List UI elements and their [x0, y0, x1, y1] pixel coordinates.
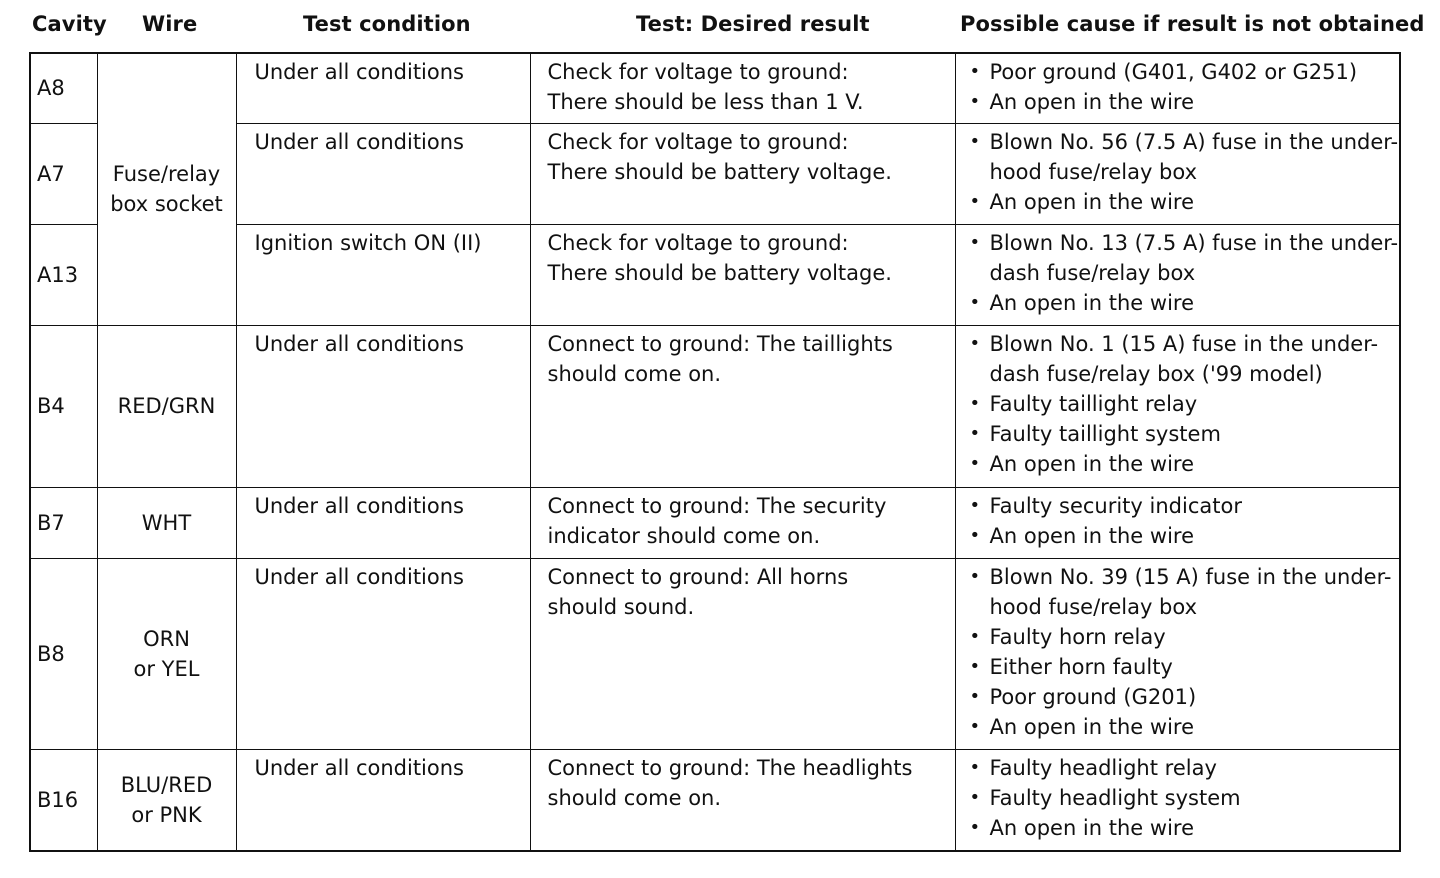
list-item: • An open in the wire	[970, 521, 1400, 551]
condition-cell: Under all conditions	[236, 487, 530, 558]
list-item: • Blown No. 13 (7.5 A) fuse in the under-dash fuse/relay box	[970, 228, 1400, 288]
cavity-cell: B16	[30, 749, 97, 851]
result-cell: Check for voltage to ground: There should be battery voltage.	[530, 224, 955, 325]
condition-cell: Under all conditions	[236, 325, 530, 487]
cause-cell	[955, 749, 1400, 851]
header-test-condition: Test condition	[303, 12, 471, 36]
condition-cell: Ignition switch ON (II)	[236, 224, 530, 325]
list-item: • Faulty security indicator	[970, 491, 1400, 521]
result-cell: Connect to ground: The headlights should come on.	[530, 749, 955, 851]
list-item: • Faulty horn relay	[970, 622, 1400, 652]
cavity-cell: B4	[30, 325, 97, 487]
header-possible-cause: Possible cause if result is not obtained	[960, 12, 1425, 36]
header-wire: Wire	[142, 12, 198, 36]
header-cavity: Cavity	[32, 12, 107, 36]
table-row	[30, 53, 1400, 123]
result-cell: Check for voltage to ground: There should be less than 1 V.	[530, 53, 955, 123]
table-row	[30, 325, 1400, 487]
condition-cell: Under all conditions	[236, 53, 530, 123]
wire-cell: WHT	[97, 487, 236, 558]
wire-line: box socket	[110, 192, 223, 217]
list-item: • Poor ground (G401, G402 or G251)	[970, 57, 1400, 87]
condition-cell: Under all conditions	[236, 749, 530, 851]
table-row	[30, 123, 1400, 224]
wire-cell: BLU/RED or PNK	[97, 749, 236, 851]
list-item: • An open in the wire	[970, 288, 1400, 318]
list-item: • Faulty taillight system	[970, 419, 1400, 449]
cavity-cell: A7	[30, 123, 97, 224]
wire-line: Fuse/relay	[112, 162, 221, 187]
list-item: • An open in the wire	[970, 813, 1400, 843]
result-cell: Connect to ground: The security indicator should come on.	[530, 487, 955, 558]
cause-cell	[955, 224, 1400, 325]
list-item: • Faulty headlight system	[970, 783, 1400, 813]
wire-cell-merged	[97, 53, 236, 325]
result-cell: Check for voltage to ground: There should be battery voltage.	[530, 123, 955, 224]
header-desired-result: Test: Desired result	[636, 12, 870, 36]
wire-cell: RED/GRN	[97, 325, 236, 487]
cause-cell	[955, 487, 1400, 558]
wire-cell: ORN or YEL	[97, 558, 236, 749]
cause-cell	[955, 558, 1400, 749]
table-row	[30, 224, 1400, 325]
result-cell: Connect to ground: All horns should sound.	[530, 558, 955, 749]
list-item: • Blown No. 56 (7.5 A) fuse in the under-hood fuse/relay box	[970, 127, 1400, 187]
cause-cell	[955, 325, 1400, 487]
cavity-cell: B7	[30, 487, 97, 558]
table-row	[30, 749, 1400, 851]
condition-cell: Under all conditions	[236, 123, 530, 224]
diagnostic-table	[29, 52, 1401, 852]
condition-cell: Under all conditions	[236, 558, 530, 749]
list-item: • An open in the wire	[970, 712, 1400, 742]
table-row	[30, 558, 1400, 749]
cavity-cell: B8	[30, 558, 97, 749]
list-item: • An open in the wire	[970, 187, 1400, 217]
list-item: • Blown No. 39 (15 A) fuse in the under-hood fuse/relay box	[970, 562, 1400, 622]
list-item: • Poor ground (G201)	[970, 682, 1400, 712]
cause-cell	[955, 123, 1400, 224]
list-item: • Either horn faulty	[970, 652, 1400, 682]
list-item: • Blown No. 1 (15 A) fuse in the under-dash fuse/relay box ('99 model)	[970, 329, 1400, 389]
cavity-cell: A8	[30, 53, 97, 123]
list-item: • Faulty taillight relay	[970, 389, 1400, 419]
cause-cell	[955, 53, 1400, 123]
list-item: • An open in the wire	[970, 449, 1400, 479]
list-item: • Faulty headlight relay	[970, 753, 1400, 783]
list-item: • An open in the wire	[970, 87, 1400, 117]
cavity-cell: A13	[30, 224, 97, 325]
table-row	[30, 487, 1400, 558]
result-cell: Connect to ground: The taillights should come on.	[530, 325, 955, 487]
